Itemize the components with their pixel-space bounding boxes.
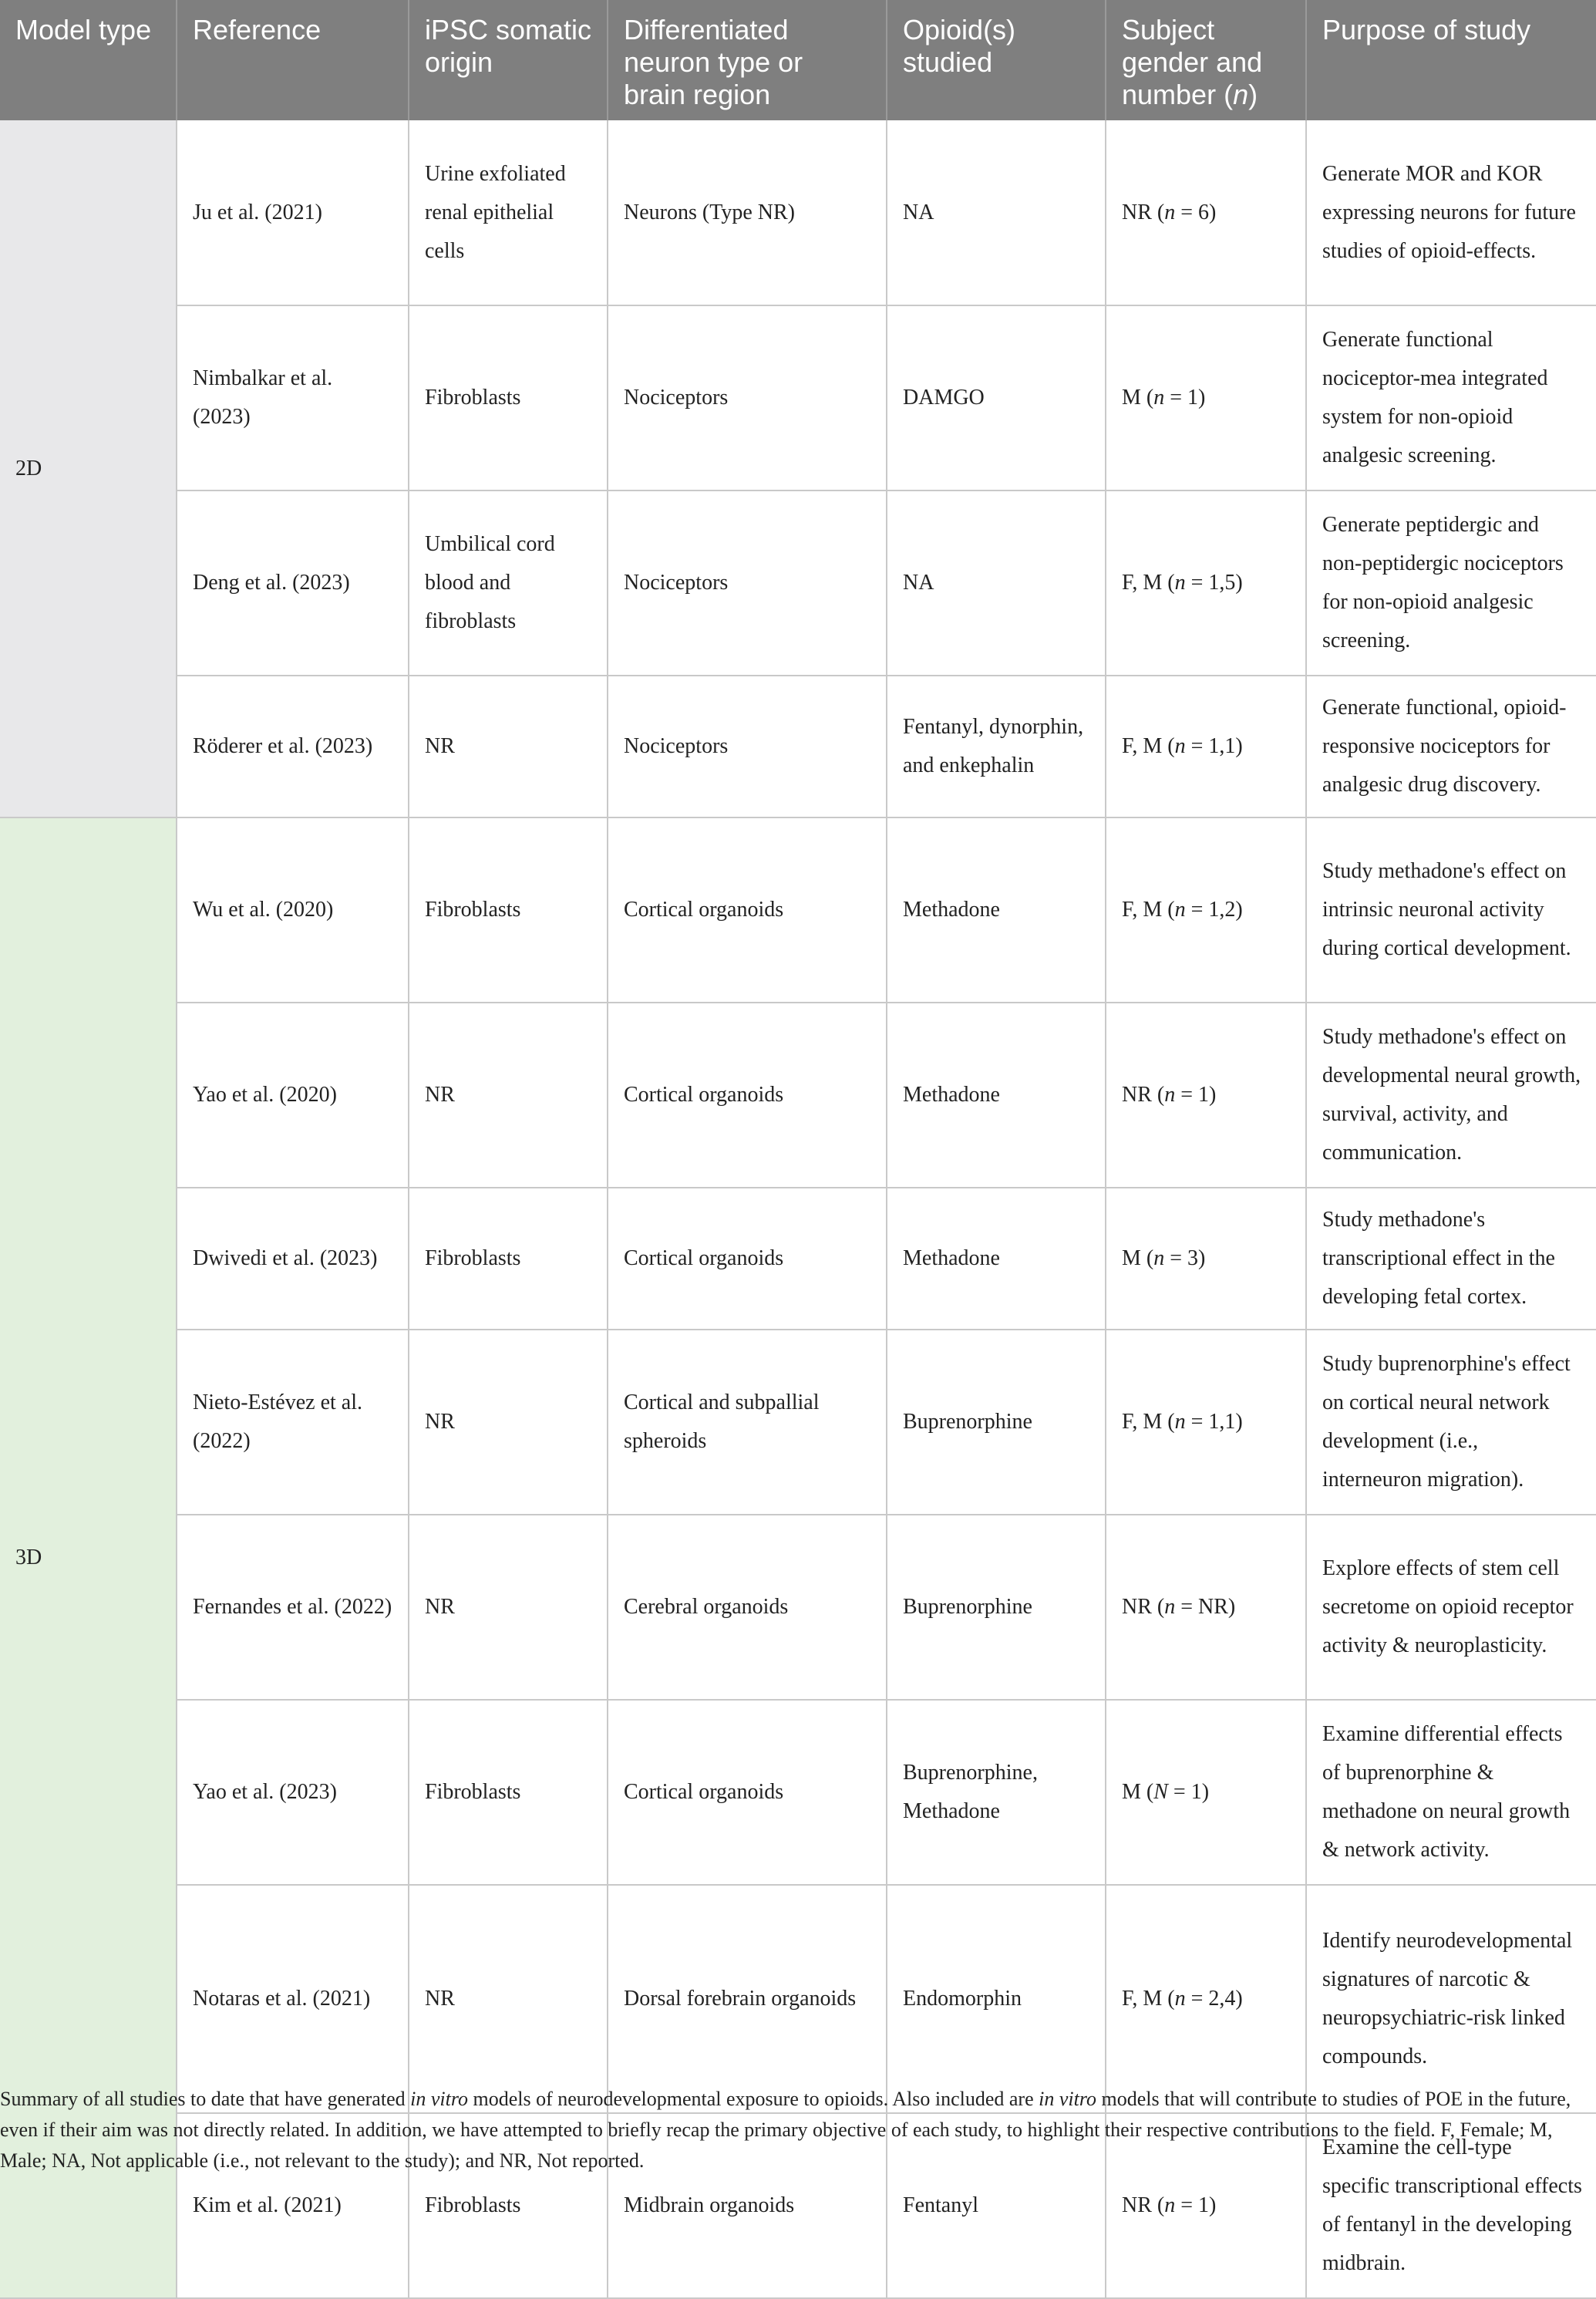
table-row <box>0 1700 1596 1885</box>
header-opioids: Opioid(s) studied <box>887 0 1106 120</box>
subject-cell: M (n = 3) <box>1106 1188 1306 1330</box>
subject-cell: M (n = 1) <box>1106 305 1306 490</box>
ipsc-origin-cell: Fibroblasts <box>409 2113 608 2298</box>
table-row <box>0 1515 1596 1700</box>
header-model-type: Model type <box>0 0 177 120</box>
opioid-cell: Endomorphin <box>887 1885 1106 2113</box>
ipsc-origin-cell: NR <box>409 1885 608 2113</box>
neuron-type-cell: Cortical organoids <box>608 1188 887 1330</box>
table-row <box>0 305 1596 490</box>
table-row <box>0 1330 1596 1515</box>
ipsc-origin-cell: Fibroblasts <box>409 1700 608 1885</box>
table-row <box>0 1003 1596 1188</box>
purpose-cell: Study methadone's effect on developmental neural growth, survival, activity, and communication. <box>1306 1003 1596 1188</box>
neuron-type-cell: Nociceptors <box>608 490 887 676</box>
subject-cell: NR (n = 1) <box>1106 2113 1306 2298</box>
table-row <box>0 1885 1596 2113</box>
header-neuron-type: Differentiated neuron type or brain region <box>608 0 887 120</box>
ipsc-origin-cell: Urine exfoliated renal epithelial cells <box>409 120 608 305</box>
model-type-2d: 2D <box>0 120 177 817</box>
purpose-cell: Generate MOR and KOR expressing neurons for future studies of opioid-effects. <box>1306 120 1596 305</box>
opioid-cell: NA <box>887 490 1106 676</box>
neuron-type-cell: Cortical and subpallial spheroids <box>608 1330 887 1515</box>
purpose-cell: Identify neurodevelopmental signatures of narcotic & neuropsychiatric-risk linked compounds. <box>1306 1885 1596 2113</box>
reference-link[interactable]: Röderer et al. (2023) <box>177 676 409 817</box>
neuron-type-cell: Dorsal forebrain organoids <box>608 1885 887 2113</box>
neuron-type-cell: Neurons (Type NR) <box>608 120 887 305</box>
subject-cell: NR (n = 6) <box>1106 120 1306 305</box>
table-row <box>0 490 1596 676</box>
reference-link[interactable]: Kim et al. (2021) <box>177 2113 409 2298</box>
opioid-cell: DAMGO <box>887 305 1106 490</box>
reference-link[interactable]: Nieto-Estévez et al. (2022) <box>177 1330 409 1515</box>
ipsc-origin-cell: NR <box>409 1003 608 1188</box>
reference-link[interactable]: Yao et al. (2020) <box>177 1003 409 1188</box>
opioid-cell: Methadone <box>887 1003 1106 1188</box>
reference-link[interactable]: Fernandes et al. (2022) <box>177 1515 409 1700</box>
opioid-cell: Fentanyl <box>887 2113 1106 2298</box>
table-row <box>0 1188 1596 1330</box>
purpose-cell: Study methadone's transcriptional effect in the developing fetal cortex. <box>1306 1188 1596 1330</box>
ipsc-origin-cell: NR <box>409 1330 608 1515</box>
purpose-cell: Generate functional nociceptor-mea integrated system for non-opioid analgesic screening. <box>1306 305 1596 490</box>
opioid-cell: Buprenorphine, Methadone <box>887 1700 1106 1885</box>
reference-link[interactable]: Nimbalkar et al. (2023) <box>177 305 409 490</box>
opioid-cell: NA <box>887 120 1106 305</box>
subject-cell: NR (n = NR) <box>1106 1515 1306 1700</box>
ipsc-origin-cell: Fibroblasts <box>409 305 608 490</box>
purpose-cell: Generate functional, opioid-responsive nociceptors for analgesic drug discovery. <box>1306 676 1596 817</box>
reference-link[interactable]: Yao et al. (2023) <box>177 1700 409 1885</box>
header-row <box>0 0 1596 120</box>
subject-cell: F, M (n = 2,4) <box>1106 1885 1306 2113</box>
table-caption: Summary of all studies to date that have generated in vitro models of neurodevelopmental exposure to opioids. Also included are in vitro models that will contribute to studies of POE in the future, even if their aim was not directly related. In addition, we have attempted to briefly recap the primary objective of each study, to highlight their respective contributions to the field. F, Female; M, Male; NA, Not applicable (i.e., not relevant to the study); and NR, Not reported. <box>0 2088 1571 2172</box>
purpose-cell: Examine the cell-type specific transcriptional effects of fentanyl in the developing midbrain. <box>1306 2113 1596 2298</box>
opioid-cell: Fentanyl, dynorphin, and enkephalin <box>887 676 1106 817</box>
subject-cell: M (N = 1) <box>1106 1700 1306 1885</box>
subject-cell: F, M (n = 1,1) <box>1106 676 1306 817</box>
neuron-type-cell: Midbrain organoids <box>608 2113 887 2298</box>
purpose-cell: Explore effects of stem cell secretome on opioid receptor activity & neuroplasticity. <box>1306 1515 1596 1700</box>
neuron-type-cell: Cerebral organoids <box>608 1515 887 1700</box>
subject-cell: NR (n = 1) <box>1106 1003 1306 1188</box>
neuron-type-cell: Nociceptors <box>608 676 887 817</box>
table-row <box>0 817 1596 1003</box>
header-ipsc-origin: iPSC somatic origin <box>409 0 608 120</box>
purpose-cell: Study buprenorphine's effect on cortical neural network development (i.e., interneuron migration). <box>1306 1330 1596 1515</box>
neuron-type-cell: Cortical organoids <box>608 817 887 1003</box>
neuron-type-cell: Nociceptors <box>608 305 887 490</box>
subject-cell: F, M (n = 1,1) <box>1106 1330 1306 1515</box>
opioid-cell: Buprenorphine <box>887 1330 1106 1515</box>
reference-link[interactable]: Wu et al. (2020) <box>177 817 409 1003</box>
ipsc-origin-cell: Fibroblasts <box>409 1188 608 1330</box>
ipsc-origin-cell: Umbilical cord blood and fibroblasts <box>409 490 608 676</box>
subject-cell: F, M (n = 1,5) <box>1106 490 1306 676</box>
reference-link[interactable]: Notaras et al. (2021) <box>177 1885 409 2113</box>
opioid-cell: Methadone <box>887 1188 1106 1330</box>
ipsc-origin-cell: NR <box>409 676 608 817</box>
header-purpose: Purpose of study <box>1306 0 1596 120</box>
header-subject: Subject gender and number (n) <box>1106 0 1306 120</box>
purpose-cell: Examine differential effects of buprenorphine & methadone on neural growth & network activity. <box>1306 1700 1596 1885</box>
opioid-cell: Buprenorphine <box>887 1515 1106 1700</box>
ipsc-origin-cell: Fibroblasts <box>409 817 608 1003</box>
reference-link[interactable]: Dwivedi et al. (2023) <box>177 1188 409 1330</box>
ipsc-origin-cell: NR <box>409 1515 608 1700</box>
subject-cell: F, M (n = 1,2) <box>1106 817 1306 1003</box>
purpose-cell: Study methadone's effect on intrinsic neuronal activity during cortical development. <box>1306 817 1596 1003</box>
reference-link[interactable]: Deng et al. (2023) <box>177 490 409 676</box>
neuron-type-cell: Cortical organoids <box>608 1003 887 1188</box>
table-row <box>0 120 1596 305</box>
purpose-cell: Generate peptidergic and non-peptidergic nociceptors for non-opioid analgesic screening. <box>1306 490 1596 676</box>
table-row <box>0 676 1596 817</box>
reference-link[interactable]: Ju et al. (2021) <box>177 120 409 305</box>
opioid-cell: Methadone <box>887 817 1106 1003</box>
model-type-3d: 3D <box>0 817 177 2298</box>
neuron-type-cell: Cortical organoids <box>608 1700 887 1885</box>
header-reference: Reference <box>177 0 409 120</box>
